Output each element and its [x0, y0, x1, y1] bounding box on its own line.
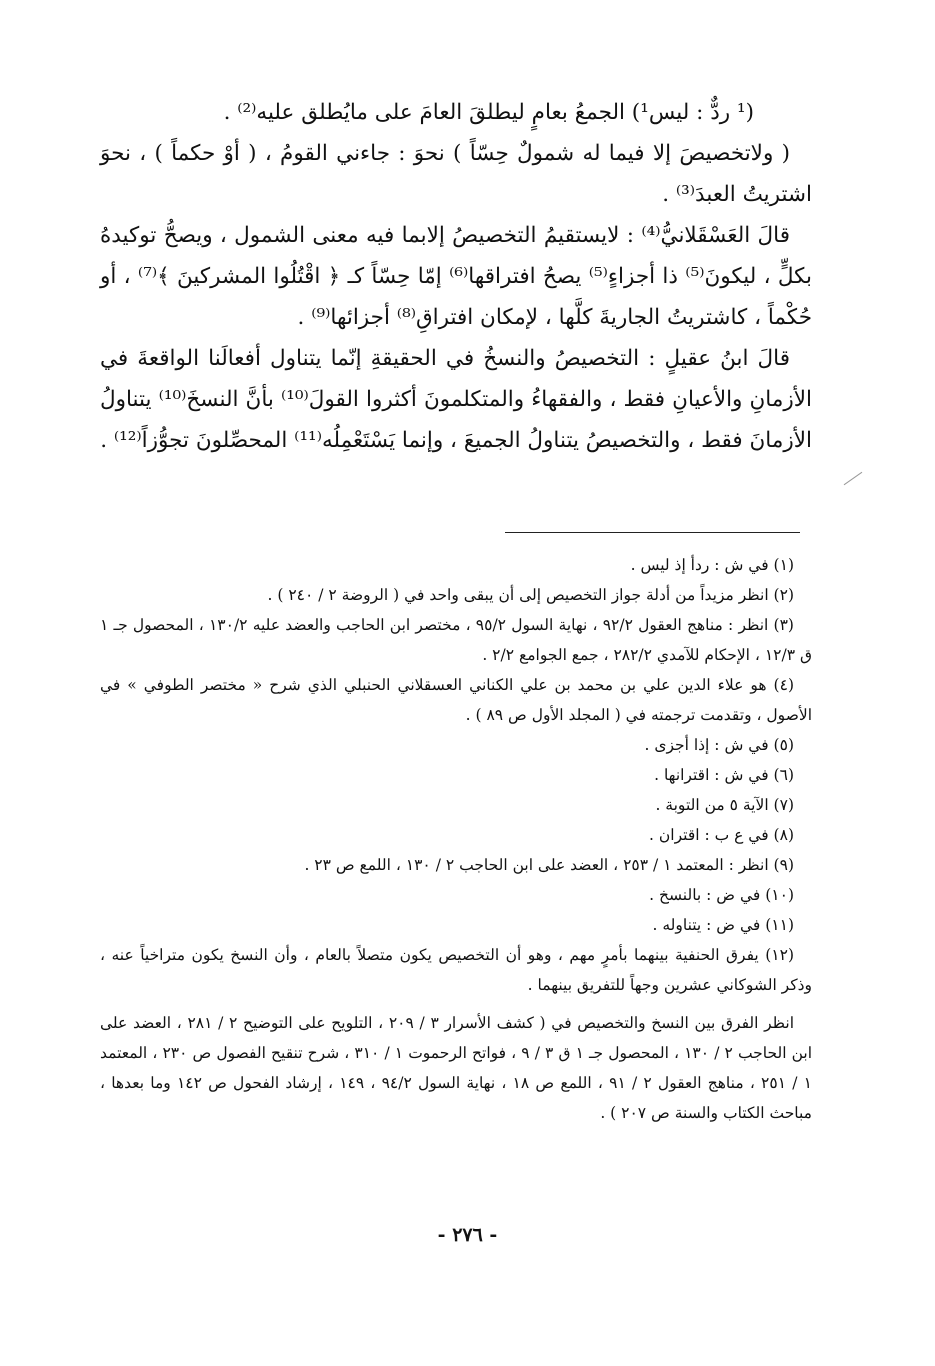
footnote-9: (٩) انظر : المعتمد ١ / ٢٥٣ ، العضد على ابن الحاجب ٢ / ١٣٠ ، اللمع ص ٢٣ . — [304, 856, 794, 874]
footnote-8: (٨) في ع ب : اقتران . — [649, 826, 794, 844]
main-paragraph-4: قالَ ابنُ عقيلٍ : التخصيصُ والنسخُ في الحقيقةِ إنّما يتناول أفعالَنا الواقعةَ في الأزمانِ والأعيانِ فقط ، والفقهاءُ والمتكلمونَ أكثروا القولَ⁽¹⁰⁾ بأنَّ النسخَ⁽¹⁰⁾ يتناولُ الأزمانَ فقط ، والتخصيصُ يتناولُ الجميعَ ، وإنما يَسْتَعْمِلُه⁽¹¹⁾ المحصِّلونَ تجوُّزاً⁽¹²⁾ . — [100, 346, 812, 453]
footnote-7: (٧) الآية ٥ من التوبة . — [655, 796, 794, 814]
margin-pen-mark — [844, 472, 863, 485]
main-text — [100, 92, 812, 461]
footnote-1: (١) في ش : ردأ إذ ليس . — [630, 556, 794, 574]
footnote-separator — [505, 532, 800, 533]
main-line-1: (¹ ردٌّ : ليس¹) الجمعُ بعامٍ ليطلقَ العامَ على مايُطلق عليه⁽²⁾ . — [223, 100, 754, 125]
footnote-6: (٦) في ش : اقترانها . — [654, 766, 794, 784]
footnote-2: (٢) انظر مزيداً من أدلة جواز التخصيص إلى أن يبقى واحد في ( الروضة ٢ / ٢٤٠ ) . — [267, 586, 794, 604]
main-paragraph-2: ( ولاتخصيصَ إلا فيما له شمولٌ حِسّاً ) نحوَ : جاءني القومُ ، ( أوْ حكماً ) ، نحوَ اشتريتُ العبدَ⁽³⁾ . — [100, 141, 812, 207]
footnote-12-references: انظر الفرق بين النسخ والتخصيص في ( كشف الأسرار ٣ / ٢٠٩ ، التلويح على التوضيح ٢ / ٢٨١ ، العضد على ابن الحاجب ٢ / ١٣٠ ، المحصول جـ ١ ق ٣ / ٩ ، فواتح الرحموت ١ / ٣١٠ ، شرح تنقيح الفصول ص ٢٣٠ ، المعتمد ١ / ٢٥١ ، مناهج العقول ٢ / ٩١ ، اللمع ص ١٨ ، نهاية السول ٩٤/٢ ، ١٤٩ ، إرشاد الفحول ص ١٤٢ وما بعدها ، مباحث الكتاب والسنة ص ٢٠٧ ) . — [100, 1014, 813, 1122]
footnote-10: (١٠) في ض : بالنسخ . — [649, 886, 794, 904]
footnote-3: (٣) انظر : مناهج العقول ٩٢/٢ ، نهاية السول ٩٥/٢ ، مختصر ابن الحاجب والعضد عليه ١٣٠/٢ ، المحصول جـ ١ ق ١٢/٣ ، الإحكام للآمدي ٢٨٢/٢ ، جمع الجوامع ٢/٢ . — [100, 616, 812, 664]
footnote-5: (٥) في ش : إذا أجزى . — [644, 736, 794, 754]
footnote-4: (٤) هو علاء الدين علي بن محمد بن علي الكناني العسقلاني الحنبلي الذي شرح « مختصر الطوفي » في الأصول ، وتقدمت ترجمته في ( المجلد الأول ص ٨٩ ) . — [100, 676, 812, 724]
page-number: - ٢٧٦ - — [437, 1224, 498, 1246]
main-paragraph-3: قالَ العَسْقَلانيُّ⁽⁴⁾ : لايستقيمُ التخصيصُ إلابما فيه معنى الشمول ، ويصحُّ توكيدهُ بكلٍّ ، ليكونَ⁽⁵⁾ ذا أجزاءٍ⁽⁵⁾ يصحُ افتراقها⁽⁶⁾ إمّا حِسّاً كـ ﴿ اقْتُلُوا المشركينَ ﴾⁽⁷⁾ ، أو حُكْماً ، كاشتريتُ الجاريةَ كلَّها ، لإمكان افتراقِ⁽⁸⁾ أجزائها⁽⁹⁾ . — [100, 223, 812, 330]
footnote-12: (١٢) يفرق الحنفية بينهما بأمرٍ مهم ، وهو أن التخصيص يكون متصلاً بالعام ، وأن النسخ يكون متراخياً عنه ، وذكر الشوكاني عشرين وجهاً للتفريق بينهما . — [100, 946, 812, 994]
footnotes — [100, 550, 812, 1128]
footnote-11: (١١) في ض : يتناوله . — [652, 916, 794, 934]
